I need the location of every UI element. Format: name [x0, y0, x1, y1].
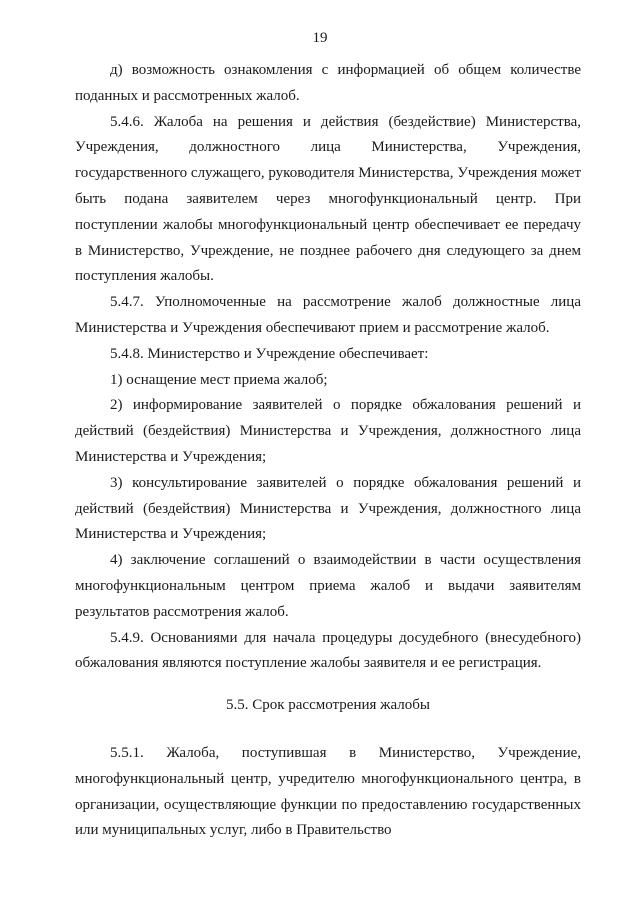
page-number: 19	[312, 30, 328, 46]
section-heading: 5.5. Срок рассмотрения жалобы	[225, 697, 430, 714]
list-item-2: 2) информирование заявителей о порядке обжалования решений и действий (бездействия) Министерства и Учреждения, должностного лица Министерства и Учреждения;	[75, 397, 581, 465]
paragraph-5-4-7: 5.4.7. Уполномоченные на рассмотрение жалоб должностные лица Министерства и Учреждения обеспечивают прием и рассмотрение жалоб.	[75, 294, 581, 336]
list-item-3: 3) консультирование заявителей о порядке обжалования решений и действий (бездействия) Министерства и Учреждения, должностного лица Министерства и Учреждения;	[75, 474, 581, 543]
list-item-4: 4) заключение соглашений о взаимодействии в части осуществления многофункциональным центром приема жалоб и выдачи заявителям результатов рассмотрения жалоб.	[75, 552, 581, 620]
document-body	[75, 58, 581, 844]
paragraph-d: д) возможность ознакомления с информацией об общем количестве поданных и рассмотренных жалоб.	[75, 62, 581, 104]
paragraph-5-4-8: 5.4.8. Министерство и Учреждение обеспечивает:	[110, 345, 429, 362]
paragraph-5-4-6: 5.4.6. Жалоба на решения и действия (бездействие) Министерства, Учреждения, должностного лица Министерства, Учреждения, государственного служащего, руководителя Министерства, Учреждения может быть подана заявителем через многофункциональный центр. При поступлении жалобы многофункциональный центр обеспечивает ее передачу в Министерство, Учреждение, не позднее рабочего дня следующего за днем поступления жалобы.	[75, 113, 581, 285]
list-item-1: 1) оснащение мест приема жалоб;	[110, 371, 328, 388]
paragraph-5-5-1: 5.5.1. Жалоба, поступившая в Министерство, Учреждение, многофункциональный центр, учредителю многофункционального центра, в организации, осуществляющие функции по предоставлению государственных или муниципальных услуг, либо в Правительство	[75, 744, 581, 839]
paragraph-5-4-9: 5.4.9. Основаниями для начала процедуры досудебного (внесудебного) обжалования являются поступление жалобы заявителя и ее регистрация.	[75, 629, 581, 672]
